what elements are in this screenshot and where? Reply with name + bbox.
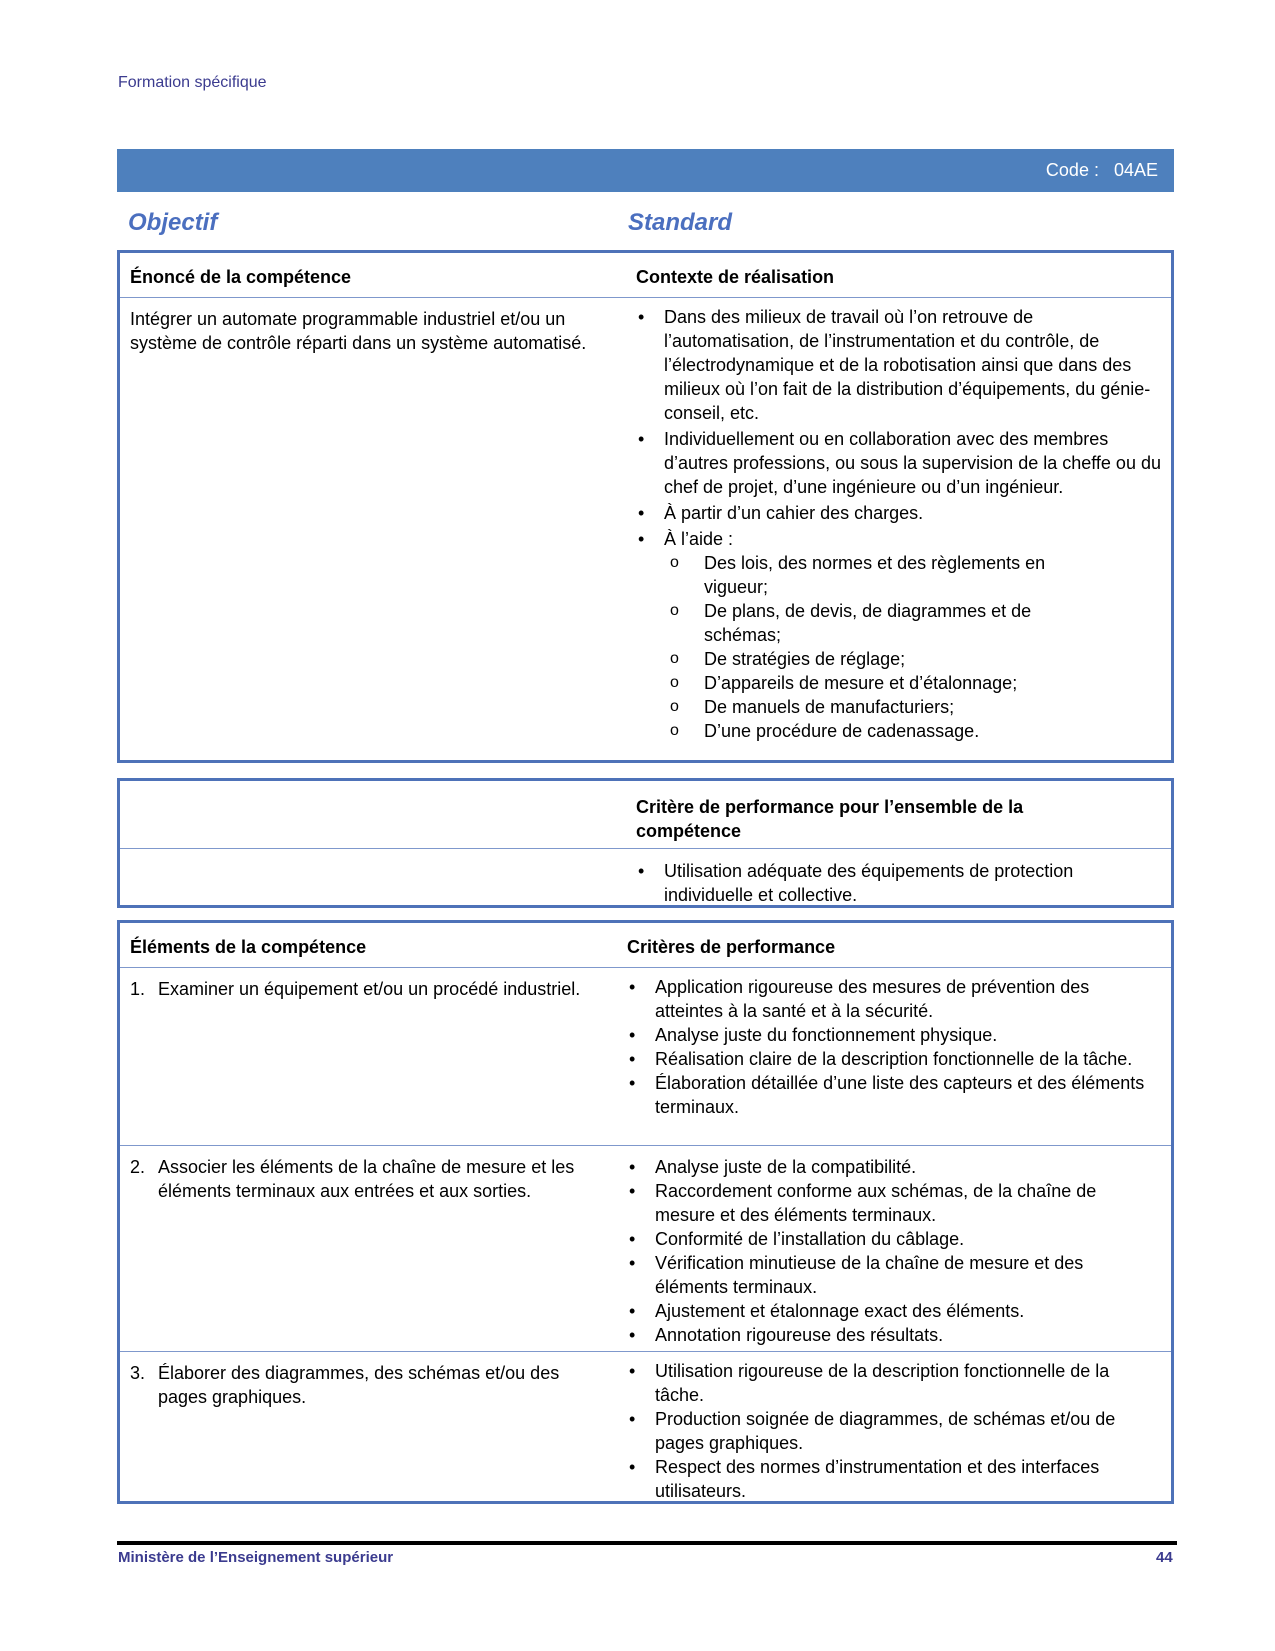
footer-rule [117, 1541, 1177, 1545]
global-criteria-table [117, 778, 1174, 908]
footer-ministry: Ministère de l’Enseignement supérieur [118, 1549, 394, 1566]
divider [120, 1351, 1171, 1352]
aide-sublist [636, 551, 1106, 743]
table-header-row [120, 923, 1171, 968]
competence-context-table [117, 250, 1174, 763]
contexte-header: Contexte de réalisation [636, 267, 835, 287]
criteres-list-1 [627, 975, 1157, 1119]
list-item: • Élaboration détaillée d’une liste des capteurs et des éléments terminaux. [627, 1071, 1157, 1119]
list-item: • Utilisation rigoureuse de la description fonctionnelle de la tâche. [627, 1359, 1157, 1407]
list-item: o D’une procédure de cadenassage. [666, 719, 1106, 743]
list-item: • Dans des milieux de travail où l’on retrouve de l’automatisation, de l’instrumentation et du contrôle, de l’électrodynamique et de la robotisation ainsi que dans des milieux où l’on fait de la distribution d’équipements, du génie-conseil, etc. [636, 305, 1161, 425]
code-banner [117, 149, 1174, 192]
list-item: • Ajustement et étalonnage exact des éléments. [627, 1299, 1157, 1323]
list-item: • Analyse juste du fonctionnement physique. [627, 1023, 1157, 1047]
element-2 [130, 1155, 590, 1203]
list-item: • Individuellement ou en collaboration avec des membres d’autres professions, ou sous la supervision de la cheffe ou du chef de projet, d’une ingénieure ou d’un ingénieur. [636, 427, 1161, 499]
element-3 [130, 1361, 590, 1409]
list-item: • Vérification minutieuse de la chaîne de mesure et des éléments terminaux. [627, 1251, 1157, 1299]
criteres-header: Critères de performance [627, 937, 836, 957]
running-header: Formation spécifique [118, 74, 267, 91]
divider [120, 848, 1171, 849]
element-number: 2. [130, 1157, 146, 1177]
list-item: o Des lois, des normes et des règlements en vigueur; [666, 551, 1106, 599]
list-item: • Analyse juste de la compatibilité. [627, 1155, 1157, 1179]
competence-statement: Intégrer un automate programmable industriel et/ou un système de contrôle réparti dans un système automatisé. [130, 309, 587, 353]
list-item: • À partir d’un cahier des charges. [636, 501, 1161, 525]
list-item: • Réalisation claire de la description fonctionnelle de la tâche. [627, 1047, 1157, 1071]
contexte-list [636, 305, 1161, 743]
list-item [636, 527, 1161, 743]
table-header-row [120, 253, 1171, 298]
element-text: Élaborer des diagrammes, des schémas et/ou des pages graphiques. [158, 1363, 560, 1407]
standard-label: Standard [628, 209, 733, 236]
divider [120, 1145, 1171, 1146]
elements-header: Éléments de la compétence [130, 937, 367, 957]
list-item: • Respect des normes d’instrumentation et des interfaces utilisateurs. [627, 1455, 1157, 1503]
objectif-label: Objectif [128, 209, 218, 236]
list-item: o D’appareils de mesure et d’étalonnage; [666, 671, 1106, 695]
list-item: • Raccordement conforme aux schémas, de la chaîne de mesure et des éléments terminaux. [627, 1179, 1157, 1227]
aide-label: À l’aide : [664, 529, 734, 549]
list-item: o De stratégies de réglage; [666, 647, 1106, 671]
competency-code: Code : 04AE [1045, 160, 1158, 180]
criteres-list-3 [627, 1359, 1157, 1503]
list-item: • Production soignée de diagrammes, de schémas et/ou de pages graphiques. [627, 1407, 1157, 1455]
elements-criteria-table [117, 920, 1174, 1504]
global-criteria-header: Critère de performance pour l’ensemble de la compétence [636, 797, 1024, 841]
page-number: 44 [1156, 1549, 1173, 1566]
element-text: Associer les éléments de la chaîne de mesure et les éléments terminaux aux entrées et aux sorties. [158, 1157, 575, 1201]
element-number: 3. [130, 1363, 146, 1383]
list-item: • Application rigoureuse des mesures de prévention des atteintes à la santé et à la sécurité. [627, 975, 1157, 1023]
global-criteria-list [636, 859, 1156, 907]
element-number: 1. [130, 979, 146, 999]
list-item: • Annotation rigoureuse des résultats. [627, 1323, 1157, 1347]
element-text: Examiner un équipement et/ou un procédé industriel. [158, 979, 581, 999]
list-item: o De plans, de devis, de diagrammes et de schémas; [666, 599, 1106, 647]
list-item: • Utilisation adéquate des équipements de protection individuelle et collective. [636, 859, 1156, 907]
enonce-header: Énoncé de la compétence [130, 267, 352, 287]
element-1 [130, 977, 590, 1001]
criteres-list-2 [627, 1155, 1157, 1347]
list-item: • Conformité de l’installation du câblage. [627, 1227, 1157, 1251]
list-item: o De manuels de manufacturiers; [666, 695, 1106, 719]
